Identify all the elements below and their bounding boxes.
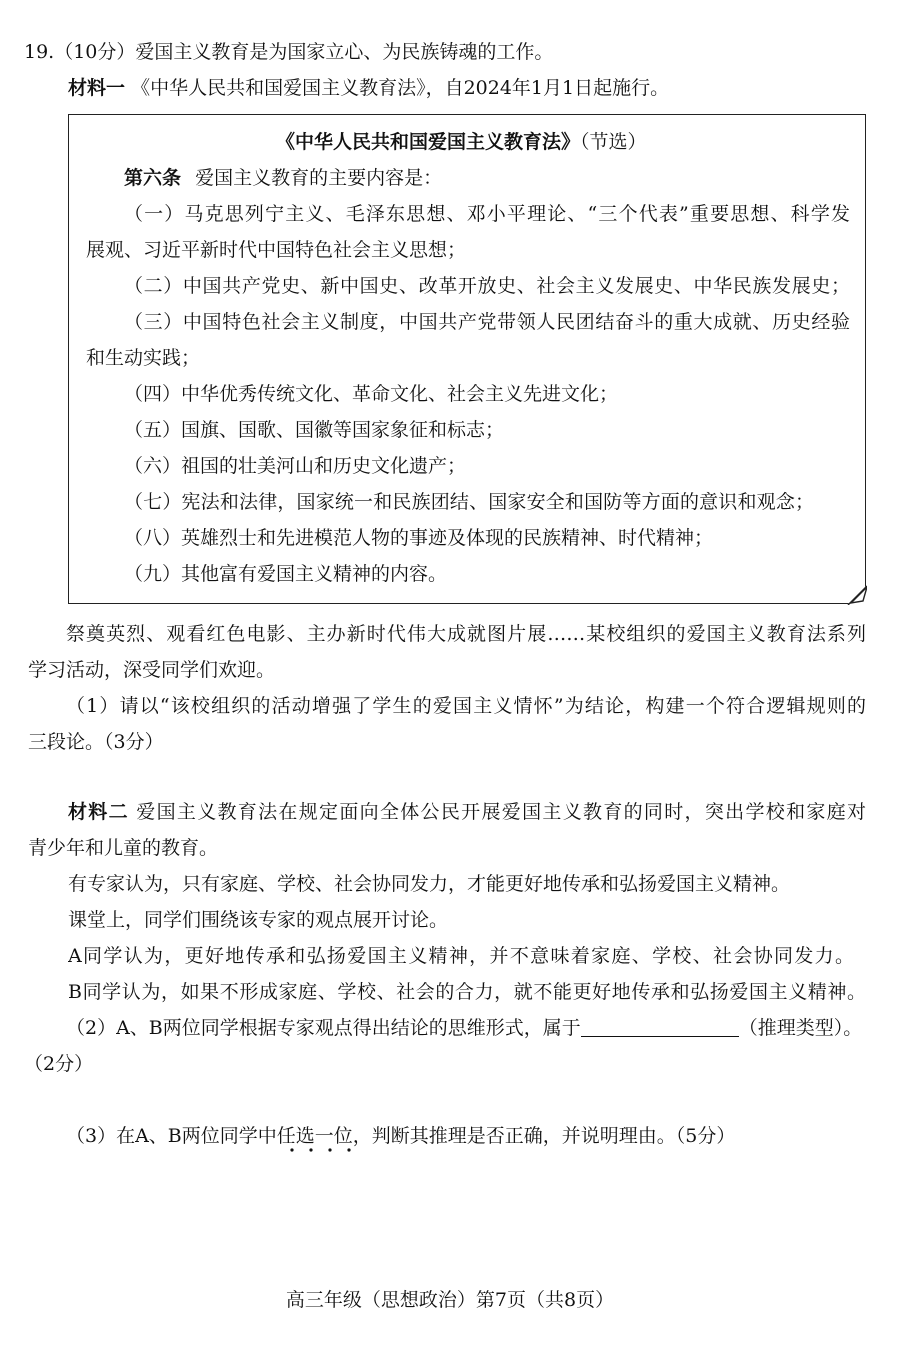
class-discussion: 课堂上，同学们围绕该专家的观点展开讨论。 <box>68 909 449 931</box>
law-item-8: （八）英雄烈士和先进模范人物的事迹及体现的民族精神、时代精神； <box>124 527 714 549</box>
law-title-main: 《中华人民共和国爱国主义教育法》 <box>276 131 581 153</box>
law-item-5: （五）国旗、国歌、国徽等国家象征和标志； <box>124 419 505 441</box>
page-footer: 高三年级（思想政治）第7页（共8页） <box>285 1289 615 1311</box>
material2-label: 材料二 <box>68 801 129 823</box>
activity-paragraph-line2: 学习活动，深受同学们欢迎。 <box>28 659 276 681</box>
activity-paragraph-line1: 祭奠英烈、观看红色电影、主办新时代伟大成就图片展……某校组织的爱国主义教育法系列 <box>66 623 866 645</box>
law-item-6: （六）祖国的壮美河山和历史文化遗产； <box>124 455 467 477</box>
law-item-3-line1: （三）中国特色社会主义制度，中国共产党带领人民团结奋斗的重大成就、历史经验 <box>124 311 850 333</box>
law-title-suffix: （节选） <box>580 131 647 153</box>
question-2-suffix: （推理类型）。 <box>738 1017 863 1039</box>
student-b-opinion: B同学认为，如果不形成家庭、学校、社会的合力，就不能更好地传承和弘扬爱国主义精神。 <box>68 981 866 1003</box>
question-1-line2: 三段论。（3分） <box>28 731 164 753</box>
law-item-3-line2: 和生动实践； <box>86 347 201 369</box>
question-2-prefix: （2）A、B两位同学根据专家观点得出结论的思维形式，属于 <box>66 1017 581 1039</box>
answer-blank[interactable] <box>581 1016 739 1037</box>
law-item-7: （七）宪法和法律，国家统一和民族团结、国家安全和国防等方面的意识和观念； <box>124 491 814 513</box>
law-item-1-line2: 展观、习近平新时代中国特色社会主义思想； <box>86 239 467 261</box>
question-header: 19.（10分）爱国主义教育是为国家立心、为民族铸魂的工作。 <box>24 41 554 63</box>
article-label: 第六条 <box>124 167 182 189</box>
question-2-line1 <box>66 1016 862 1040</box>
material1-label: 材料一 <box>68 77 126 99</box>
article-six-line <box>124 166 442 190</box>
folded-corner-icon <box>847 585 867 605</box>
material2-line1 <box>68 800 866 824</box>
material1-text: 《中华人民共和国爱国主义教育法》，自2024年1月1日起施行。 <box>131 77 670 99</box>
emphasis-dots <box>284 1146 364 1154</box>
law-item-1-line1: （一）马克思列宁主义、毛泽东思想、邓小平理论、“三个代表”重要思想、科学发 <box>124 203 850 225</box>
material2-line2: 青少年和儿童的教育。 <box>28 837 219 859</box>
student-a-opinion: A同学认为，更好地传承和弘扬爱国主义精神，并不意味着家庭、学校、社会协同发力。 <box>68 945 854 967</box>
question-1-line1: （1）请以“该校组织的活动增强了学生的爱国主义情怀”为结论，构建一个符合逻辑规则的 <box>66 695 866 717</box>
law-item-2: （二）中国共产党史、新中国史、改革开放史、社会主义发展史、中华民族发展史； <box>124 275 850 297</box>
article-text: 爱国主义教育的主要内容是： <box>195 167 443 189</box>
material2-text: 爱国主义教育法在规定面向全体公民开展爱国主义教育的同时，突出学校和家庭对 <box>136 801 866 823</box>
question-2-line2: （2分） <box>24 1053 94 1075</box>
expert-opinion: 有专家认为，只有家庭、学校、社会协同发力，才能更好地传承和弘扬爱国主义精神。 <box>68 873 791 895</box>
law-item-4: （四）中华优秀传统文化、革命文化、社会主义先进文化； <box>124 383 619 405</box>
law-item-9: （九）其他富有爱国主义精神的内容。 <box>124 563 448 585</box>
question-3: （3）在A、B两位同学中任选一位，判断其推理是否正确，并说明理由。（5分） <box>66 1125 736 1147</box>
material1-line <box>68 76 669 100</box>
law-title <box>276 130 647 154</box>
